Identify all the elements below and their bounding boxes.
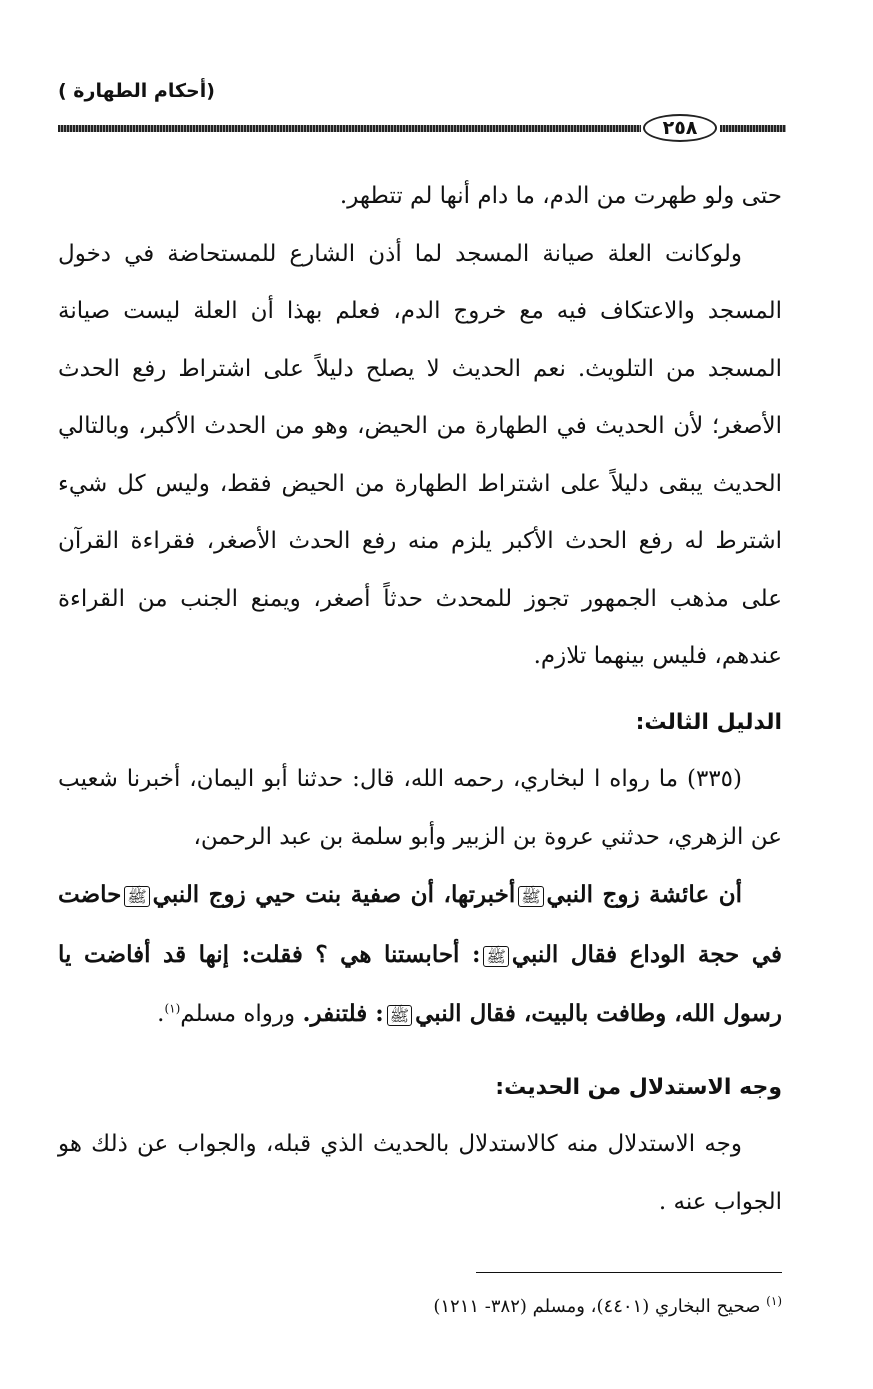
period: . [157,1001,165,1027]
page-number-text: ٢٥٨ [662,117,698,139]
paragraph-hadith-chain: (٣٣٥) ما رواه ا لبخاري، رحمه الله، قال: حدثنا أبو اليمان، أخبرنا شعيب عن الزهري، حدثني عروة بن الزبير وأبو سلمة بن عبد الرحمن، [58,766,782,850]
footnote-separator [476,1272,782,1273]
paragraph-hadith-text [58,866,782,1045]
blessing-glyph: ﷺ [124,886,149,907]
paragraph-2: ولوكانت العلة صيانة المسجد لما أذن الشارع للمستحاضة في دخول المسجد والاعتكاف فيه مع خروج الدم، فعلم بهذا أن العلة ليست صيانة المسجد من التلويث. نعم الحديث لا يصلح دليلاً على اشتراط رفع الحدث الأصغر؛ لأن الحديث في الطهارة من الحيض، وهو من الحدث الأكبر، وبالتالي الحديث يبقى دليلاً على اشتراط الطهارة من الحيض فقط، وليس كل شيء اشترط له رفع الحدث الأكبر يلزم منه رفع الحدث الأصغر، فقراءة القرآن على مذهب الجمهور تجوز للمحدث حدثاً أصغر، ويمنع الجنب من القراءة عندهم، فليس بينهما تلازم. [58,240,782,669]
hadith-text-part: حاضت في حجة الوداع فقال النبي [58,881,782,968]
section-heading-inference: وجه الاستدلال من الحديث: [495,1074,782,1100]
paragraph-1: حتى ولو طهرت من الدم، ما دام أنها لم تتطهر. [339,183,782,209]
hadith-text-part: أن عائشة زوج النبي [546,881,743,908]
blessing-glyph: ﷺ [483,946,508,967]
hadith-text-part: : فلتنفر. [302,1000,384,1027]
paragraph-inference: وجه الاستدلال منه كالاستدلال بالحديث الذي قبله، والجواب عن ذلك هو الجواب عنه . [58,1131,782,1215]
spacer [58,1045,782,1059]
main-text [58,168,782,1231]
running-title: (أحكام الطهارة ) [58,80,215,102]
hadith-text-part: : أحابستنا هي ؟ فقلت: إنها قد أفاضت يا رسول الله، وطافت بالبيت، فقال النبي [58,940,782,1027]
footnote-reference: (١) [164,1001,181,1016]
section-heading-third-evidence: الدليل الثالث: [635,709,782,735]
page-number [643,114,717,142]
hadith-source: ورواه مسلم [180,1001,296,1027]
header-rule-left [58,125,641,132]
footnote [58,1292,782,1322]
header-rule-right [720,125,786,132]
blessing-glyph: ﷺ [387,1005,412,1026]
blessing-glyph: ﷺ [518,886,543,907]
footnote-text: صحيح البخاري (٤٤٠١)، ومسلم (٣٨٢- ١٢١١) [433,1296,761,1317]
hadith-text-part: أخبرتها، أن صفية بنت حيي زوج النبي [152,881,516,908]
footnote-marker: (١) [766,1294,782,1308]
spacer [58,686,782,694]
